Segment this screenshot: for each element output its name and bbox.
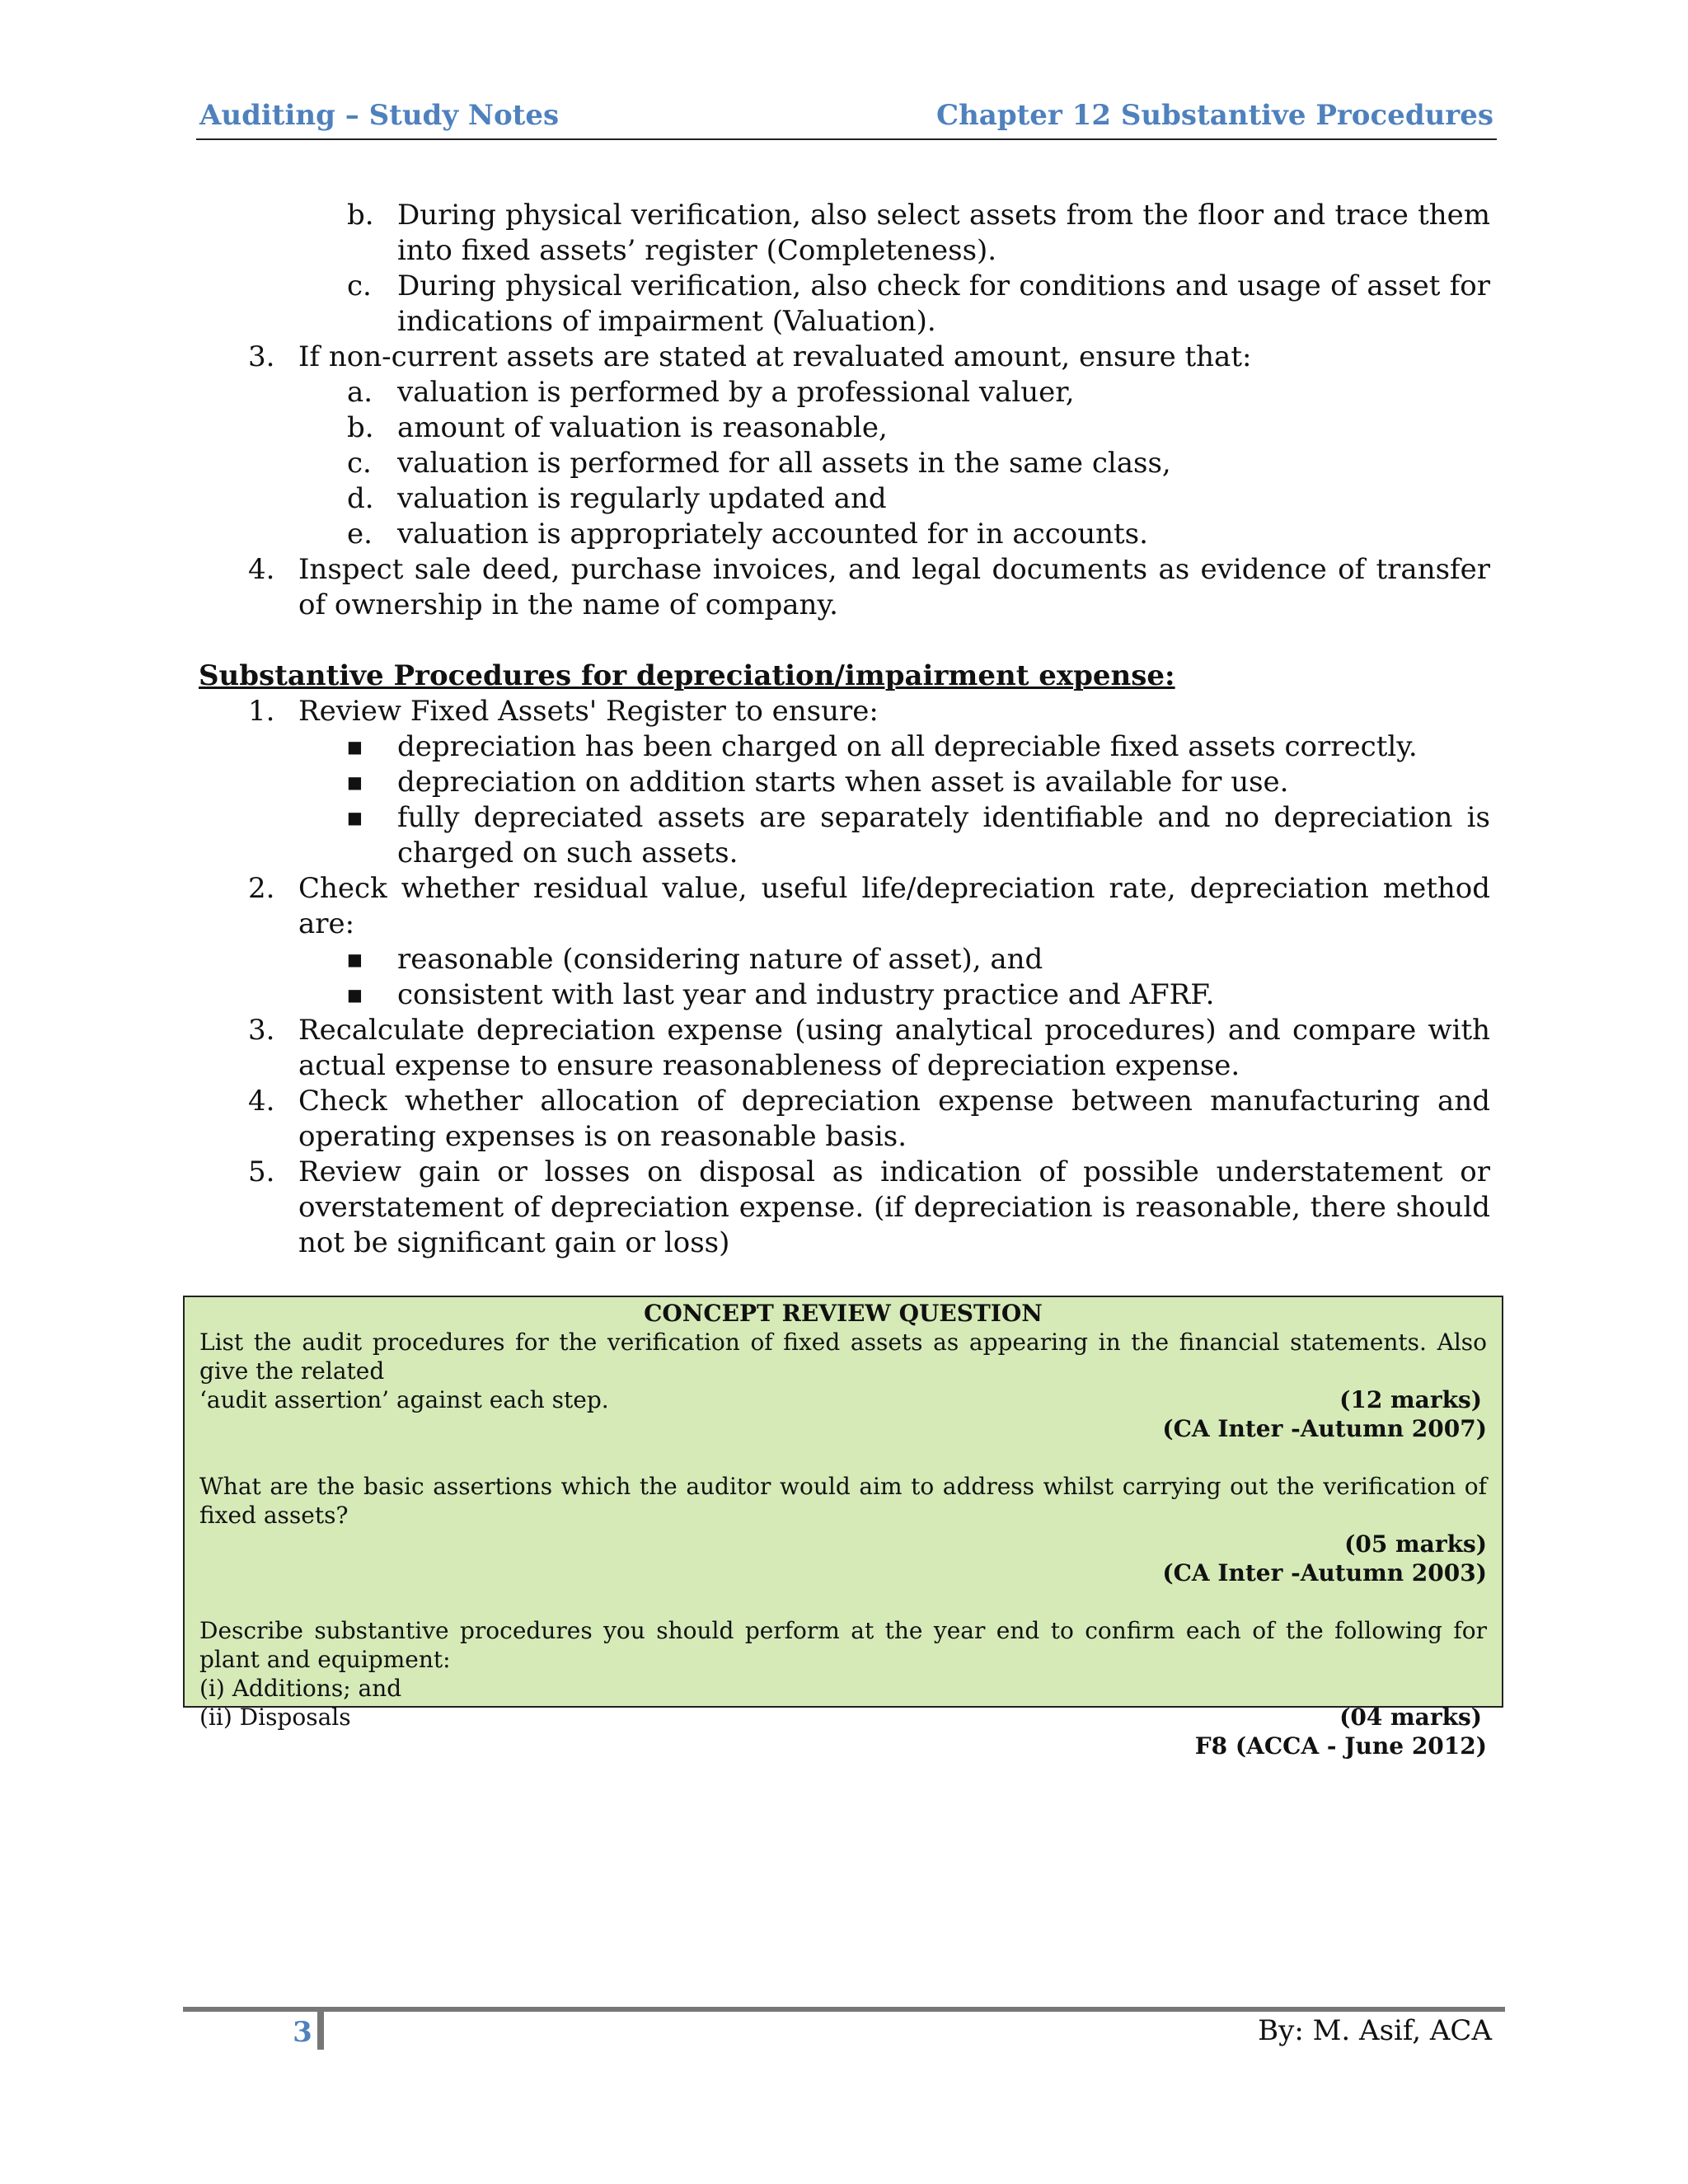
list-item <box>199 1013 1490 1084</box>
bullet-item <box>199 942 1490 977</box>
question-2-text: What are the basic assertions which the auditor would aim to address whilst carrying out the verification of fixed assets? <box>199 1473 1487 1529</box>
list-item-text: valuation is performed for all assets in the same class, <box>397 447 1171 480</box>
list-item <box>199 481 1490 517</box>
list-item-text: valuation is appropriately accounted for in accounts. <box>397 518 1148 551</box>
bullet-item <box>199 765 1490 800</box>
list-item <box>199 1155 1490 1261</box>
header-title: Auditing – Study Notes <box>199 99 560 132</box>
list-marker: e. <box>347 518 373 551</box>
list-item <box>199 446 1490 481</box>
list-marker: 5. <box>248 1155 275 1188</box>
square-bullet-icon: ■ <box>347 949 363 969</box>
footer-separator <box>317 2012 324 2050</box>
footer-author: By: M. Asif, ACA <box>1258 2014 1492 2047</box>
header-chapter: Chapter 12 Substantive Procedures <box>936 99 1493 132</box>
list-item <box>199 269 1490 340</box>
concept-review-box <box>183 1296 1503 1760</box>
list-marker: c. <box>347 269 372 302</box>
list-marker: a. <box>347 376 373 409</box>
list-item <box>199 552 1490 623</box>
spacer <box>199 1587 1487 1616</box>
square-bullet-icon: ■ <box>347 772 363 792</box>
question-2-source: (CA Inter -Autumn 2003) <box>1162 1559 1487 1586</box>
bullet-item-text: depreciation has been charged on all depreciable fixed assets correctly. <box>397 730 1418 763</box>
footer-divider <box>183 2007 1505 2012</box>
list-item <box>199 340 1490 375</box>
question-1-line-2: ‘audit assertion’ against each step. <box>199 1386 609 1413</box>
list-item-text: amount of valuation is reasonable, <box>397 411 888 444</box>
square-bullet-icon: ■ <box>347 808 363 827</box>
list-item-text: During physical verification, also check for conditions and usage of asset for indications of impairment (Valuation). <box>397 269 1490 338</box>
question-3-part-i: (i) Additions; and <box>199 1675 402 1702</box>
question-3-row <box>199 1703 1487 1732</box>
list-marker: 2. <box>248 872 275 905</box>
question-3-part-ii: (ii) Disposals <box>199 1704 351 1731</box>
bullet-item <box>199 729 1490 765</box>
list-item <box>199 1084 1490 1155</box>
list-marker: 4. <box>248 1085 275 1118</box>
bullet-item-text: reasonable (considering nature of asset), and <box>397 943 1043 976</box>
list-item-text: Recalculate depreciation expense (using analytical procedures) and compare with actual expense to ensure reasonableness of depreciation expense. <box>298 1014 1490 1082</box>
question-3-marks: (04 marks) <box>1339 1704 1482 1731</box>
list-item-text: During physical verification, also select assets from the floor and trace them into fixed assets’ register (Completeness). <box>397 199 1490 267</box>
list-item-text: Review Fixed Assets' Register to ensure: <box>298 695 879 728</box>
question-1-row <box>199 1385 1487 1414</box>
list-marker: 1. <box>248 695 275 728</box>
list-item <box>199 517 1490 552</box>
question-1-marks: (12 marks) <box>1339 1386 1482 1413</box>
list-item <box>199 871 1490 942</box>
list-item-text: valuation is performed by a professional valuer, <box>397 376 1075 409</box>
section-heading: Substantive Procedures for depreciation/impairment expense: <box>199 659 1175 692</box>
square-bullet-icon: ■ <box>347 985 363 1005</box>
list-marker: 4. <box>248 553 275 586</box>
bullet-item <box>199 800 1490 871</box>
list-marker: 3. <box>248 340 275 373</box>
list-item-text: If non-current assets are stated at revaluated amount, ensure that: <box>298 340 1252 373</box>
question-3-text: Describe substantive procedures you should perform at the year end to confirm each of the following for plant and equipment: <box>199 1617 1487 1673</box>
list-item <box>199 375 1490 410</box>
bullet-item-text: fully depreciated assets are separately identifiable and no depreciation is charged on such assets. <box>397 801 1490 869</box>
list-item-text: Check whether allocation of depreciation expense between manufacturing and operating expenses is on reasonable basis. <box>298 1085 1490 1153</box>
list-item-text: valuation is regularly updated and <box>397 482 887 515</box>
question-1-line-1: List the audit procedures for the verification of fixed assets as appearing in the financial statements. Also give the related <box>199 1329 1487 1385</box>
list-marker: d. <box>347 482 374 515</box>
list-marker: b. <box>347 411 374 444</box>
list-marker: b. <box>347 199 374 232</box>
list-item <box>199 694 1490 729</box>
list-item-text: Check whether residual value, useful life/depreciation rate, depreciation method are: <box>298 872 1490 940</box>
list-item <box>199 410 1490 446</box>
page-number: 3 <box>293 2016 312 2049</box>
spacer <box>199 1443 1487 1472</box>
concept-review-title: CONCEPT REVIEW QUESTION <box>644 1300 1043 1327</box>
list-item-text: Review gain or losses on disposal as indication of possible understatement or overstatement of depreciation expense. (if depreciation is reasonable, there should not be significant gain or loss) <box>298 1155 1490 1259</box>
question-1-source: (CA Inter -Autumn 2007) <box>1162 1415 1487 1442</box>
question-3-source: F8 (ACCA - June 2012) <box>1194 1732 1487 1760</box>
list-marker: c. <box>347 447 372 480</box>
question-2-marks: (05 marks) <box>1344 1530 1487 1558</box>
page-header <box>196 97 1497 140</box>
main-content <box>199 198 1490 1261</box>
bullet-item-text: consistent with last year and industry practice and AFRF. <box>397 978 1215 1011</box>
square-bullet-icon: ■ <box>347 737 363 757</box>
bullet-item <box>199 977 1490 1013</box>
list-item-text: Inspect sale deed, purchase invoices, and legal documents as evidence of transfer of ownership in the name of company. <box>298 553 1490 621</box>
bullet-item-text: depreciation on addition starts when asset is available for use. <box>397 766 1289 799</box>
list-marker: 3. <box>248 1014 275 1047</box>
list-item <box>199 198 1490 269</box>
